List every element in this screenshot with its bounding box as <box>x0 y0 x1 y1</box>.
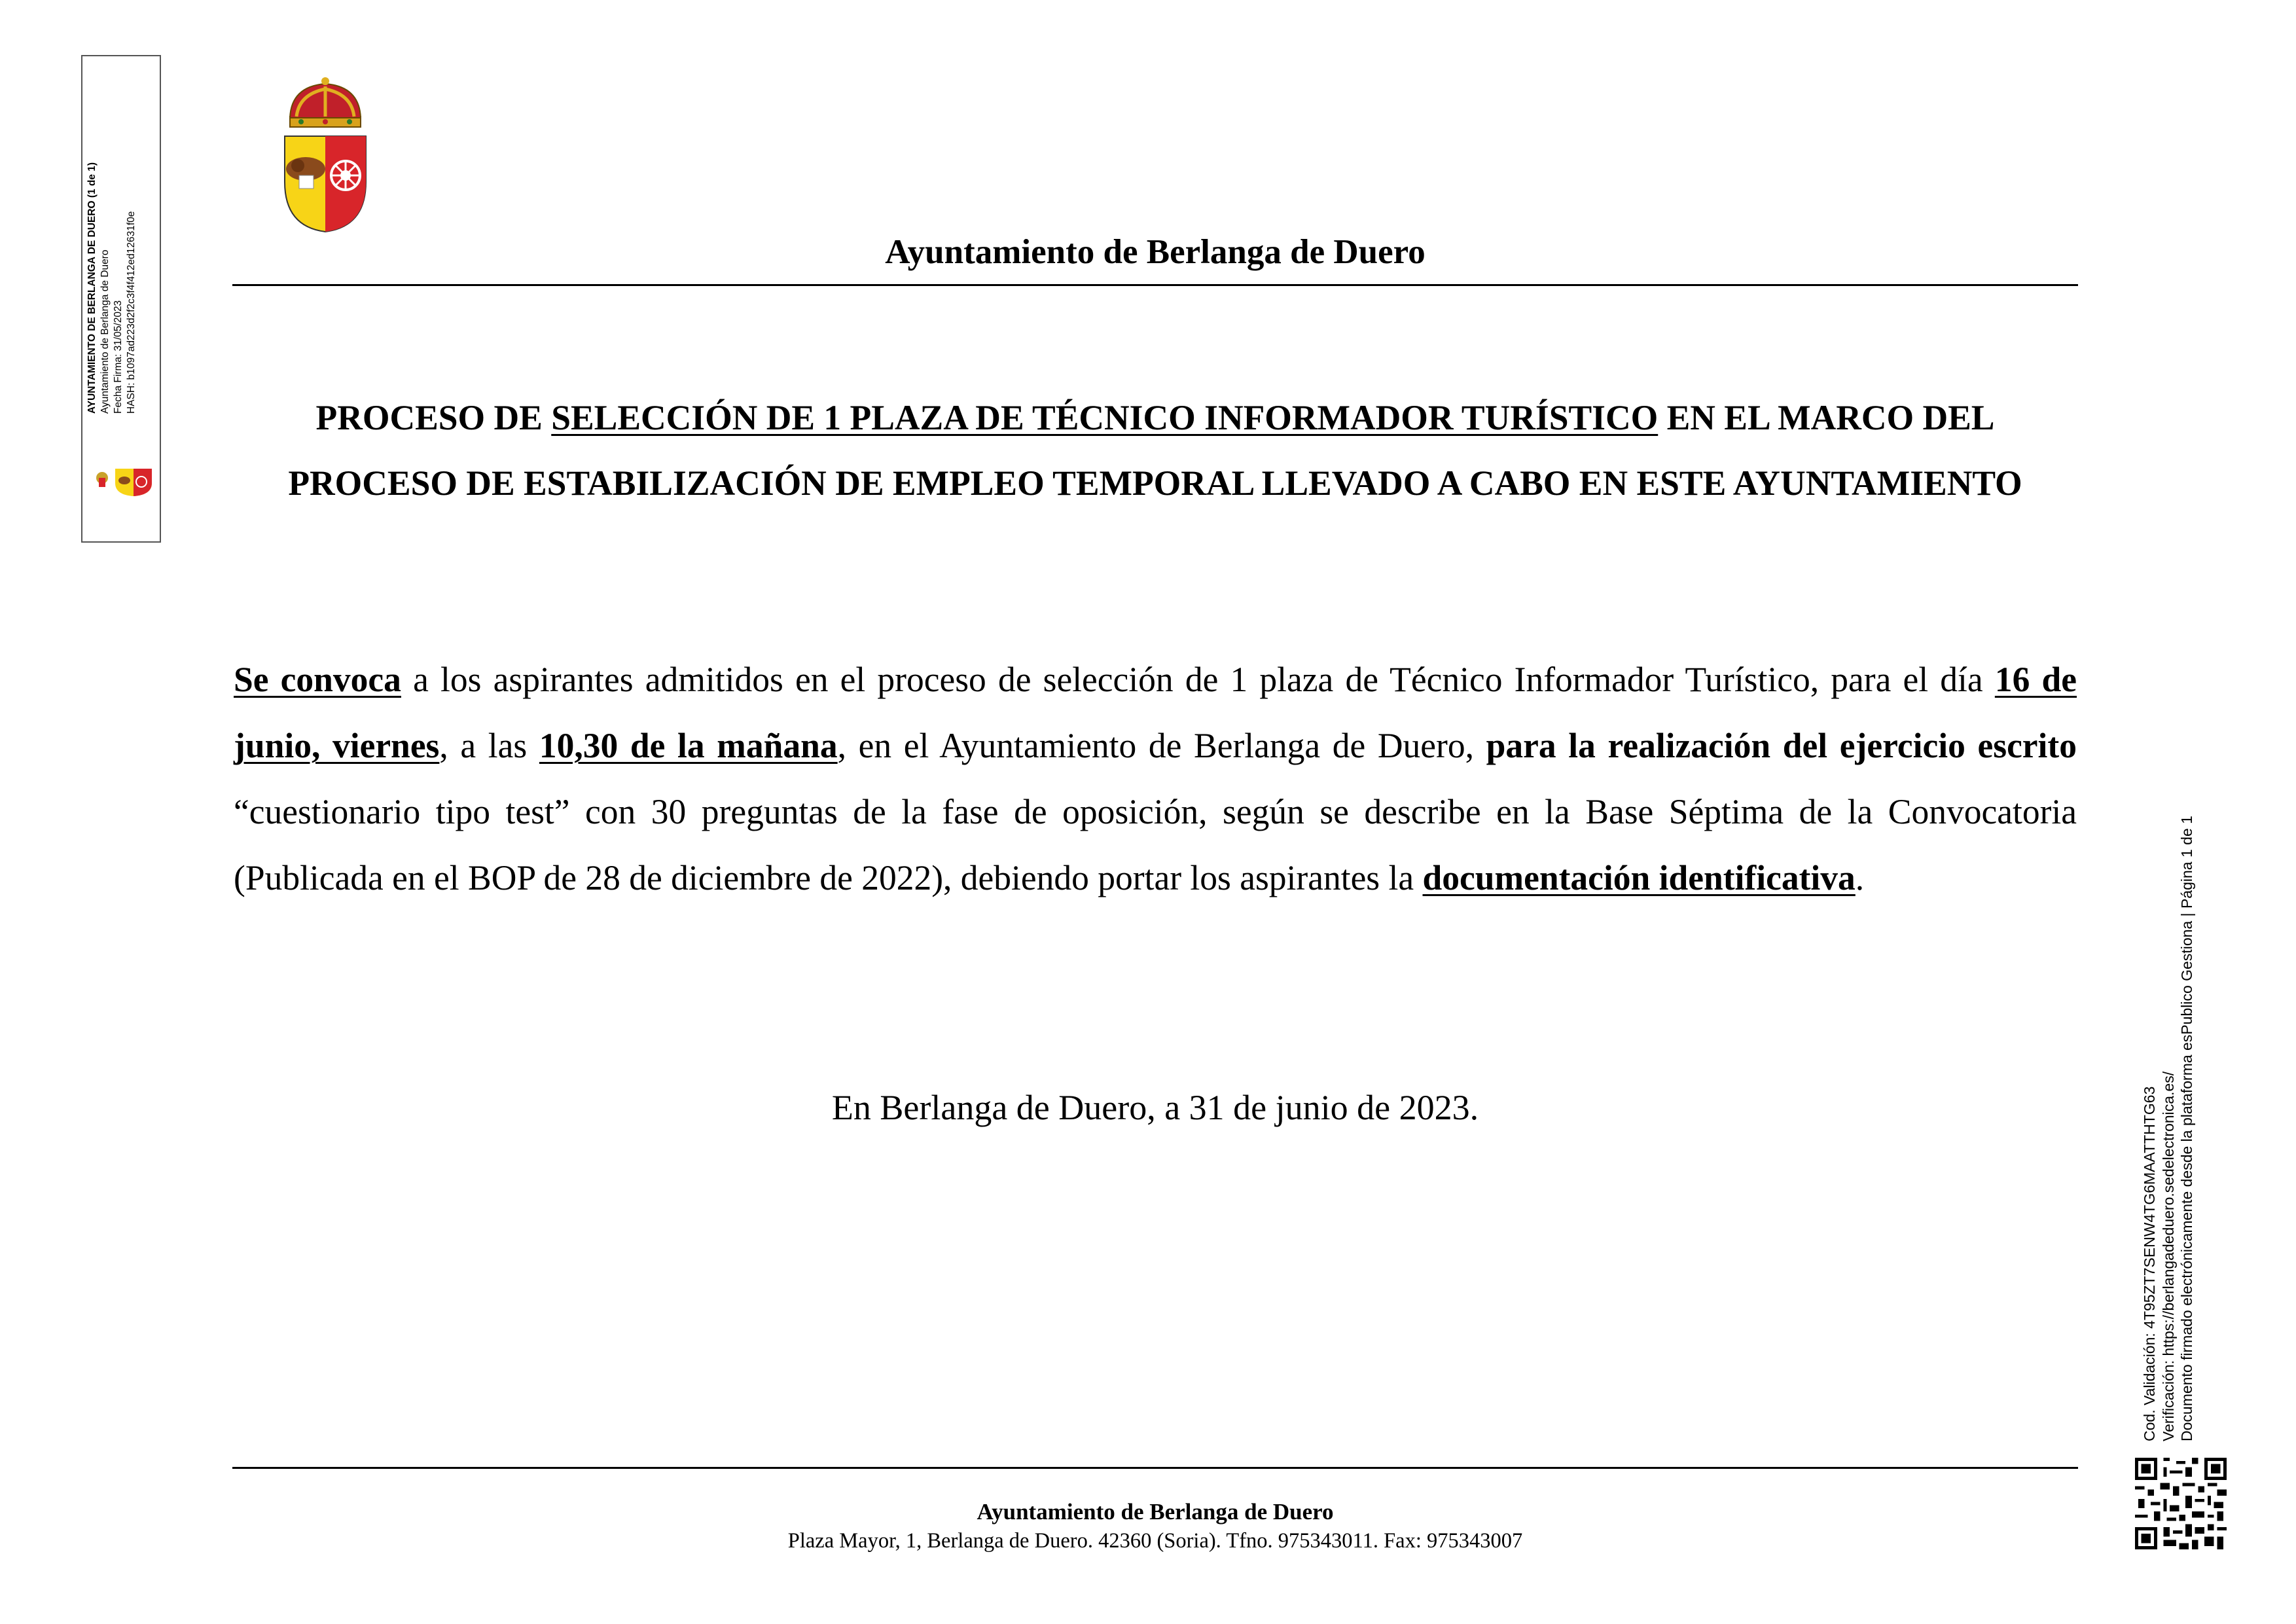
stamp-seal-icons <box>93 458 158 497</box>
exam-time: 10,30 de la mañana <box>539 726 838 765</box>
coat-of-arms-icon <box>265 77 386 234</box>
signature-platform-note: Documento firmado electrónicamente desde la plataforma esPublico Gestiona | Página 1 de 1 <box>2178 816 2195 1441</box>
body-text-2: , a las <box>439 726 539 765</box>
document-title <box>249 385 2062 516</box>
crown-icon <box>290 77 361 127</box>
title-underlined-subject: SELECCIÓN DE 1 PLAZA DE TÉCNICO INFORMADOR TURÍSTICO <box>551 398 1659 437</box>
exam-date: 16 de junio, viernes <box>234 660 2077 765</box>
stamp-signer: AYUNTAMIENTO DE BERLANGA DE DUERO (1 de 1) <box>86 162 98 414</box>
small-shield-seal-icon <box>115 469 152 496</box>
body-text-5: . <box>1855 858 1865 897</box>
small-crown-seal-icon <box>96 472 108 487</box>
stamp-date: Fecha Firma: 31/05/2023 <box>113 300 124 414</box>
title-prefix: PROCESO DE <box>315 398 552 437</box>
body-text-4: “cuestionario tipo test” con 30 preguntas de la fase de oposición, según se describe en la Base Séptima de la Convocatoria (Publicada en el BOP de 28 de diciembre de 2022), debiendo portar los aspirantes la <box>234 792 2077 897</box>
se-convoca-text: Se convoca <box>234 660 401 699</box>
verification-url: Verificación: https://berlangadeduero.sedelectronica.es/ <box>2159 1071 2177 1441</box>
footer-address: Plaza Mayor, 1, Berlanga de Duero. 42360 (Soria). Tfno. 975343011. Fax: 975343007 <box>787 1529 1523 1553</box>
header-divider <box>232 284 2078 286</box>
validation-code: Cod. Validación: 4T95ZT7SENW4TG6MAATTHTG63 <box>2141 1086 2158 1441</box>
header-title: Ayuntamiento de Berlanga de Duero <box>885 233 1426 271</box>
validation-strip <box>2140 754 2197 1441</box>
title-suffix: EN EL MARCO DEL PROCESO DE ESTABILIZACIÓN DE EMPLEO TEMPORAL LLEVADO A CABO EN ESTE AYUNTAMIENTO <box>288 398 2022 503</box>
stamp-hash: HASH: b1097ad223d2f2c3f4f412ed12631f0e <box>126 211 137 414</box>
footer-divider <box>232 1467 2078 1469</box>
body-text-1: a los aspirantes admitidos en el proceso de selección de 1 plaza de Técnico Informador Turístico, para el día <box>401 660 1995 699</box>
signature-stamp-text <box>86 21 138 414</box>
required-document: documentación identificativa <box>1422 858 1856 897</box>
stamp-entity: Ayuntamiento de Berlanga de Duero <box>99 249 111 414</box>
shield-icon <box>285 136 366 232</box>
qr-code-icon <box>2135 1458 2227 1549</box>
body-paragraph <box>234 647 2077 911</box>
exam-purpose: para la realización del ejercicio escrito <box>1486 726 2077 765</box>
footer-entity-name: Ayuntamiento de Berlanga de Duero <box>977 1499 1334 1525</box>
body-text-3: , en el Ayuntamiento de Berlanga de Duero, <box>837 726 1486 765</box>
place-and-date: En Berlanga de Duero, a 31 de junio de 2023. <box>831 1088 1479 1127</box>
